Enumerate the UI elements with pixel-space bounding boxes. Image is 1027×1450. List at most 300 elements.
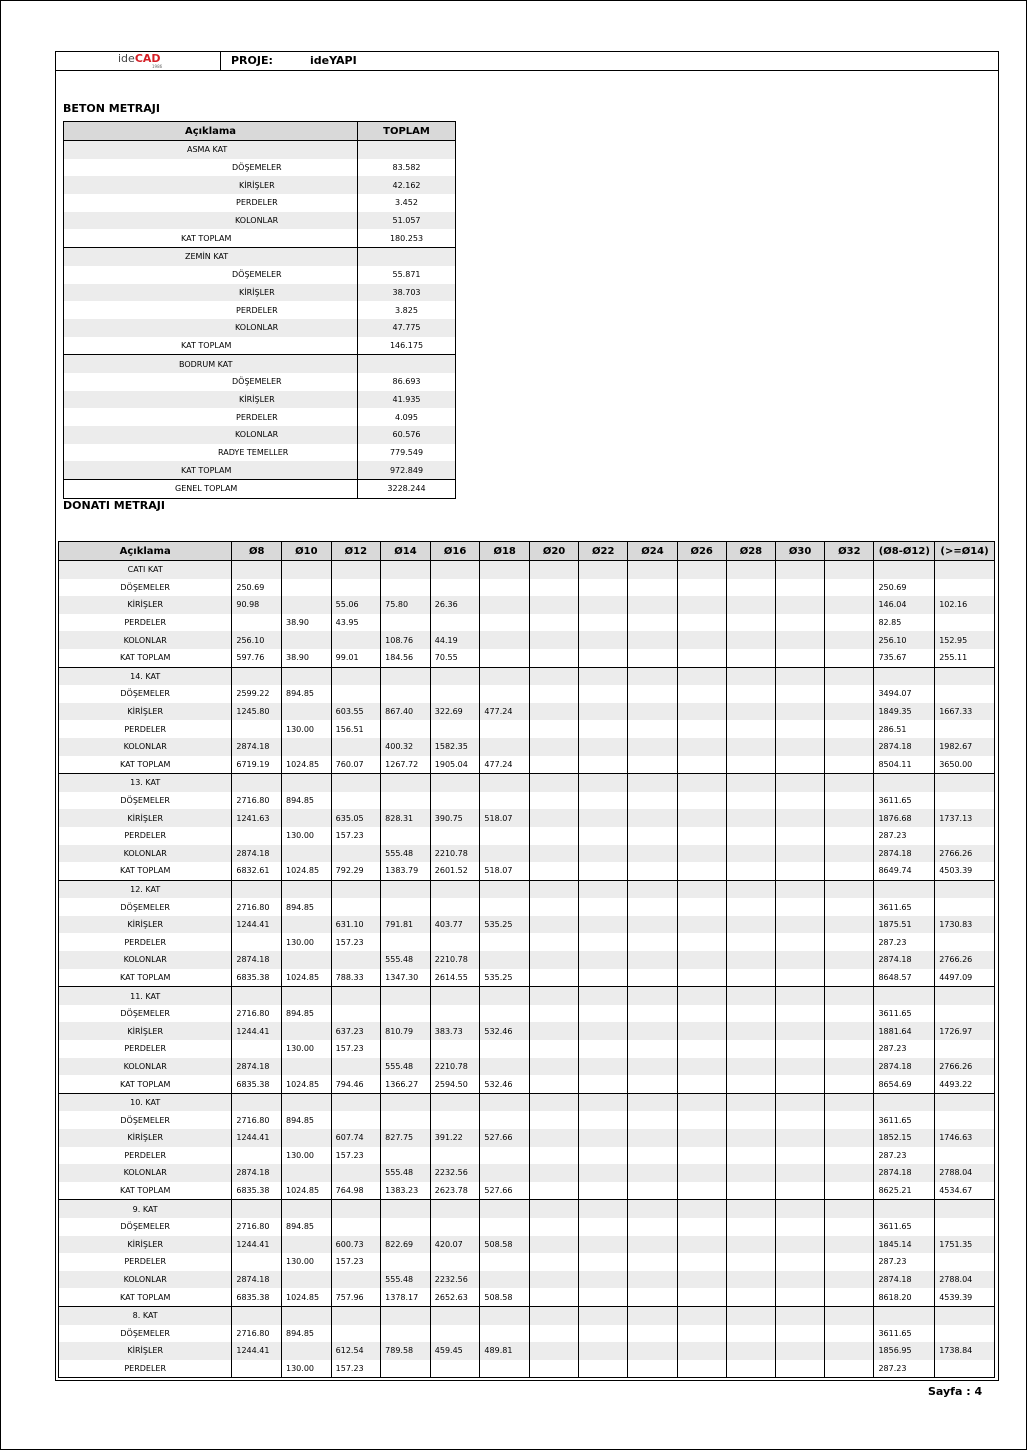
donati-cell: 827.75: [381, 1129, 431, 1147]
logo-subtext: 1986: [152, 64, 163, 69]
donati-row-label: DÖŞEMELER: [59, 898, 232, 916]
donati-cell: [726, 774, 775, 792]
donati-cell: [677, 792, 726, 810]
donati-group-label: 8. KAT: [59, 1306, 232, 1324]
donati-row: [59, 720, 995, 738]
donati-cell: [282, 1306, 332, 1324]
donati-cell: [677, 1040, 726, 1058]
donati-cell: 256.10: [232, 631, 282, 649]
beton-row-label: KOLONLAR: [64, 212, 358, 230]
donati-cell: [677, 614, 726, 632]
donati-row: [59, 1253, 995, 1271]
donati-cell: [628, 738, 677, 756]
donati-cell: 603.55: [331, 703, 381, 721]
donati-cell: 287.23: [874, 1147, 935, 1165]
donati-cell: [331, 667, 381, 685]
donati-cell: [628, 969, 677, 987]
donati-cell: 597.76: [232, 649, 282, 667]
donati-cell: [232, 720, 282, 738]
donati-cell: [381, 1200, 431, 1218]
donati-cell: [935, 827, 995, 845]
donati-cell: [381, 827, 431, 845]
donati-cell: [529, 1005, 578, 1023]
donati-cell: [282, 1236, 332, 1254]
donati-cell: [628, 631, 677, 649]
donati-cell: [430, 1306, 480, 1324]
donati-row: [59, 1182, 995, 1200]
donati-cell: [331, 1325, 381, 1343]
donati-cell: [430, 1005, 480, 1023]
donati-cell: 26.36: [430, 596, 480, 614]
donati-row-label: KOLONLAR: [59, 1164, 232, 1182]
donati-cell: [628, 1271, 677, 1289]
donati-cell: 130.00: [282, 933, 332, 951]
donati-row: [59, 1022, 995, 1040]
donati-cell: [331, 685, 381, 703]
donati-cell: [529, 898, 578, 916]
donati-cell: 894.85: [282, 792, 332, 810]
donati-cell: [825, 579, 874, 597]
beton-body: [64, 141, 456, 499]
donati-col-header: Ø18: [480, 542, 530, 561]
donati-cell: [874, 774, 935, 792]
donati-cell: 1267.72: [381, 756, 431, 774]
donati-cell: [677, 845, 726, 863]
proje-value: ideYAPI: [310, 54, 357, 67]
donati-cell: [480, 579, 530, 597]
donati-row-label: PERDELER: [59, 720, 232, 738]
donati-cell: 6835.38: [232, 1182, 282, 1200]
donati-cell: [726, 898, 775, 916]
donati-cell: [726, 1182, 775, 1200]
donati-cell: [935, 1325, 995, 1343]
donati-cell: [776, 1200, 825, 1218]
donati-row-label: KOLONLAR: [59, 1271, 232, 1289]
donati-cell: [628, 1236, 677, 1254]
donati-cell: 4534.67: [935, 1182, 995, 1200]
donati-cell: 2874.18: [874, 1058, 935, 1076]
donati-cell: [677, 1005, 726, 1023]
donati-cell: [935, 987, 995, 1005]
beton-row-label: KİRİŞLER: [64, 284, 358, 302]
donati-cell: [480, 774, 530, 792]
donati-cell: [628, 1218, 677, 1236]
donati-cell: [776, 774, 825, 792]
donati-cell: 157.23: [331, 827, 381, 845]
donati-cell: [282, 809, 332, 827]
donati-cell: [677, 720, 726, 738]
donati-row: [59, 596, 995, 614]
donati-cell: 70.55: [430, 649, 480, 667]
donati-group-label: 12. KAT: [59, 880, 232, 898]
beton-row-label: RADYE TEMELLER: [64, 444, 358, 462]
donati-cell: 255.11: [935, 649, 995, 667]
donati-cell: [628, 1253, 677, 1271]
donati-cell: [628, 1005, 677, 1023]
donati-cell: 508.58: [480, 1236, 530, 1254]
donati-cell: [480, 614, 530, 632]
donati-cell: [430, 1360, 480, 1378]
donati-row-label: KAT TOPLAM: [59, 862, 232, 880]
beton-row-label: BODRUM KAT: [64, 355, 358, 373]
donati-cell: [529, 649, 578, 667]
donati-cell: [726, 561, 775, 579]
donati-cell: [579, 667, 628, 685]
donati-row: [59, 1058, 995, 1076]
beton-title: BETON METRAJI: [63, 102, 160, 115]
donati-cell: 760.07: [331, 756, 381, 774]
beton-row: [64, 229, 456, 247]
donati-cell: [430, 1218, 480, 1236]
donati-row-label: KAT TOPLAM: [59, 1075, 232, 1093]
donati-cell: [232, 1200, 282, 1218]
donati-cell: [381, 1253, 431, 1271]
donati-cell: [579, 862, 628, 880]
donati-cell: [825, 774, 874, 792]
donati-cell: [529, 792, 578, 810]
donati-group-row: [59, 1200, 995, 1218]
donati-cell: 2766.26: [935, 845, 995, 863]
donati-cell: [677, 1182, 726, 1200]
donati-cell: [579, 1271, 628, 1289]
beton-row-value: 42.162: [358, 176, 456, 194]
donati-cell: [935, 1040, 995, 1058]
donati-cell: 156.51: [331, 720, 381, 738]
donati-cell: [935, 880, 995, 898]
donati-cell: [825, 862, 874, 880]
donati-cell: [529, 1360, 578, 1378]
donati-cell: 391.22: [430, 1129, 480, 1147]
donati-row-label: DÖŞEMELER: [59, 1218, 232, 1236]
donati-cell: [628, 880, 677, 898]
donati-cell: [430, 774, 480, 792]
donati-cell: [579, 1253, 628, 1271]
donati-cell: [776, 1164, 825, 1182]
donati-cell: [628, 685, 677, 703]
donati-cell: [628, 1040, 677, 1058]
donati-cell: [776, 1040, 825, 1058]
donati-cell: [726, 1325, 775, 1343]
donati-cell: [776, 987, 825, 1005]
donati-cell: 1244.41: [232, 1129, 282, 1147]
donati-cell: [430, 1200, 480, 1218]
donati-cell: [381, 685, 431, 703]
beton-row-value: [358, 248, 456, 266]
donati-cell: [776, 614, 825, 632]
beton-row: [64, 461, 456, 479]
donati-cell: 2874.18: [232, 1058, 282, 1076]
donati-cell: [331, 1218, 381, 1236]
donati-cell: [579, 880, 628, 898]
donati-cell: [381, 1093, 431, 1111]
donati-col-header: Ø14: [381, 542, 431, 561]
donati-col-header: Ø20: [529, 542, 578, 561]
donati-cell: [232, 614, 282, 632]
donati-cell: [776, 1218, 825, 1236]
donati-cell: [776, 1342, 825, 1360]
donati-cell: [825, 1271, 874, 1289]
donati-cell: [430, 792, 480, 810]
donati-cell: 1737.13: [935, 809, 995, 827]
donati-cell: 1383.23: [381, 1182, 431, 1200]
donati-cell: [776, 1111, 825, 1129]
donati-cell: 130.00: [282, 827, 332, 845]
donati-cell: 867.40: [381, 703, 431, 721]
donati-cell: [776, 1360, 825, 1378]
donati-cell: [825, 1306, 874, 1324]
donati-cell: [726, 1253, 775, 1271]
donati-cell: 287.23: [874, 933, 935, 951]
donati-cell: 822.69: [381, 1236, 431, 1254]
beton-row: [64, 480, 456, 499]
donati-cell: [677, 1325, 726, 1343]
donati-cell: 2232.56: [430, 1271, 480, 1289]
donati-cell: 789.58: [381, 1342, 431, 1360]
donati-cell: 4539.39: [935, 1288, 995, 1306]
donati-cell: [529, 1022, 578, 1040]
donati-cell: 735.67: [874, 649, 935, 667]
donati-cell: 108.76: [381, 631, 431, 649]
donati-cell: 894.85: [282, 1218, 332, 1236]
donati-cell: 2716.80: [232, 792, 282, 810]
donati-cell: [579, 756, 628, 774]
donati-cell: [331, 1164, 381, 1182]
donati-cell: [579, 1058, 628, 1076]
donati-cell: [628, 596, 677, 614]
donati-cell: 894.85: [282, 685, 332, 703]
donati-row-label: PERDELER: [59, 933, 232, 951]
donati-cell: [628, 1058, 677, 1076]
donati-cell: 1856.95: [874, 1342, 935, 1360]
donati-cell: [726, 596, 775, 614]
donati-cell: [776, 862, 825, 880]
donati-cell: 555.48: [381, 1058, 431, 1076]
donati-cell: [282, 1200, 332, 1218]
donati-cell: 508.58: [480, 1288, 530, 1306]
donati-cell: [529, 1200, 578, 1218]
donati-cell: 2210.78: [430, 845, 480, 863]
donati-cell: 1024.85: [282, 1182, 332, 1200]
donati-cell: 3611.65: [874, 1218, 935, 1236]
donati-cell: [628, 561, 677, 579]
donati-cell: [677, 1288, 726, 1306]
donati-cell: [677, 933, 726, 951]
donati-col-header: Ø26: [677, 542, 726, 561]
donati-row-label: DÖŞEMELER: [59, 685, 232, 703]
donati-cell: [480, 1093, 530, 1111]
donati-cell: [282, 1093, 332, 1111]
donati-group-row: [59, 1093, 995, 1111]
donati-group-label: 10. KAT: [59, 1093, 232, 1111]
donati-cell: 400.32: [381, 738, 431, 756]
beton-row-label: KAT TOPLAM: [64, 337, 358, 355]
donati-cell: 4503.39: [935, 862, 995, 880]
donati-cell: [825, 792, 874, 810]
donati-row: [59, 1342, 995, 1360]
donati-cell: 1378.17: [381, 1288, 431, 1306]
donati-cell: 130.00: [282, 1360, 332, 1378]
donati-cell: 8649.74: [874, 862, 935, 880]
donati-cell: [677, 1129, 726, 1147]
donati-cell: 1738.84: [935, 1342, 995, 1360]
donati-cell: 403.77: [430, 916, 480, 934]
donati-cell: [579, 1325, 628, 1343]
donati-cell: [579, 1040, 628, 1058]
beton-row-label: GENEL TOPLAM: [64, 480, 358, 499]
donati-cell: [825, 1360, 874, 1378]
donati-cell: 146.04: [874, 596, 935, 614]
donati-cell: [232, 1040, 282, 1058]
donati-cell: [529, 720, 578, 738]
donati-cell: [628, 1111, 677, 1129]
donati-cell: [381, 614, 431, 632]
donati-group-row: [59, 774, 995, 792]
beton-row: [64, 159, 456, 177]
donati-cell: 2766.26: [935, 1058, 995, 1076]
donati-col-header: (Ø8-Ø12): [874, 542, 935, 561]
donati-cell: [529, 987, 578, 1005]
donati-cell: [480, 1218, 530, 1236]
donati-cell: [232, 1360, 282, 1378]
donati-row: [59, 649, 995, 667]
donati-cell: [628, 579, 677, 597]
donati-cell: [726, 792, 775, 810]
donati-cell: [529, 1182, 578, 1200]
donati-cell: 794.46: [331, 1075, 381, 1093]
donati-cell: [529, 1111, 578, 1129]
donati-cell: [480, 1271, 530, 1289]
beton-row-value: 55.871: [358, 266, 456, 284]
donati-cell: [232, 1147, 282, 1165]
donati-cell: 1383.79: [381, 862, 431, 880]
donati-cell: [331, 792, 381, 810]
donati-cell: 1667.33: [935, 703, 995, 721]
donati-cell: 1726.97: [935, 1022, 995, 1040]
donati-cell: [935, 1360, 995, 1378]
donati-col-header: Ø12: [331, 542, 381, 561]
donati-cell: 2874.18: [232, 1164, 282, 1182]
donati-cell: 555.48: [381, 1164, 431, 1182]
donati-cell: [726, 1342, 775, 1360]
donati-cell: 518.07: [480, 809, 530, 827]
donati-cell: [282, 987, 332, 1005]
donati-cell: 44.19: [430, 631, 480, 649]
donati-row-label: KOLONLAR: [59, 845, 232, 863]
donati-cell: [825, 969, 874, 987]
donati-cell: [232, 667, 282, 685]
donati-cell: 894.85: [282, 898, 332, 916]
donati-cell: [726, 614, 775, 632]
donati-cell: [381, 1147, 431, 1165]
donati-row-label: KİRİŞLER: [59, 1342, 232, 1360]
donati-cell: [331, 738, 381, 756]
beton-row: [64, 373, 456, 391]
donati-cell: 390.75: [430, 809, 480, 827]
donati-row: [59, 792, 995, 810]
donati-row-label: PERDELER: [59, 1253, 232, 1271]
donati-cell: 1746.63: [935, 1129, 995, 1147]
donati-cell: [677, 579, 726, 597]
donati-cell: [232, 880, 282, 898]
donati-cell: [776, 933, 825, 951]
donati-cell: [579, 1147, 628, 1165]
donati-cell: [825, 1005, 874, 1023]
donati-row-label: KİRİŞLER: [59, 596, 232, 614]
donati-cell: 764.98: [331, 1182, 381, 1200]
donati-cell: 1024.85: [282, 1075, 332, 1093]
donati-cell: 2716.80: [232, 1218, 282, 1236]
donati-cell: 2599.22: [232, 685, 282, 703]
donati-cell: [628, 1325, 677, 1343]
donati-row-label: KAT TOPLAM: [59, 1182, 232, 1200]
beton-row-value: 51.057: [358, 212, 456, 230]
donati-row-label: KİRİŞLER: [59, 1236, 232, 1254]
donati-cell: [529, 685, 578, 703]
donati-cell: [480, 596, 530, 614]
donati-cell: 8504.11: [874, 756, 935, 774]
donati-row: [59, 1271, 995, 1289]
donati-cell: 894.85: [282, 1005, 332, 1023]
donati-cell: [825, 1129, 874, 1147]
donati-cell: [677, 756, 726, 774]
beton-row: [64, 355, 456, 373]
donati-row: [59, 579, 995, 597]
donati-group-row: [59, 667, 995, 685]
donati-cell: [825, 1164, 874, 1182]
donati-cell: [529, 1093, 578, 1111]
donati-cell: [776, 898, 825, 916]
donati-table: [58, 541, 995, 1378]
donati-cell: [529, 1040, 578, 1058]
donati-row: [59, 951, 995, 969]
donati-cell: [726, 720, 775, 738]
donati-cell: [579, 951, 628, 969]
donati-cell: [874, 667, 935, 685]
donati-cell: [529, 561, 578, 579]
donati-cell: 635.05: [331, 809, 381, 827]
donati-cell: [677, 1164, 726, 1182]
donati-cell: 1852.15: [874, 1129, 935, 1147]
donati-cell: 1241.63: [232, 809, 282, 827]
beton-row: [64, 141, 456, 159]
donati-cell: [677, 862, 726, 880]
donati-cell: [430, 1147, 480, 1165]
donati-body: [59, 561, 995, 1378]
donati-cell: [232, 1306, 282, 1324]
donati-cell: [331, 1306, 381, 1324]
donati-cell: [726, 1005, 775, 1023]
donati-row-label: PERDELER: [59, 1147, 232, 1165]
donati-cell: [331, 1093, 381, 1111]
donati-cell: [776, 579, 825, 597]
beton-row: [64, 212, 456, 230]
donati-cell: 477.24: [480, 703, 530, 721]
donati-cell: [825, 1253, 874, 1271]
donati-cell: [381, 1306, 431, 1324]
donati-cell: 1245.80: [232, 703, 282, 721]
donati-row: [59, 1236, 995, 1254]
donati-cell: [935, 614, 995, 632]
donati-cell: [232, 1253, 282, 1271]
donati-cell: 250.69: [232, 579, 282, 597]
donati-cell: [677, 649, 726, 667]
donati-cell: 322.69: [430, 703, 480, 721]
donati-cell: [677, 1360, 726, 1378]
donati-cell: [825, 685, 874, 703]
donati-row: [59, 1147, 995, 1165]
donati-cell: [529, 916, 578, 934]
donati-cell: [430, 880, 480, 898]
